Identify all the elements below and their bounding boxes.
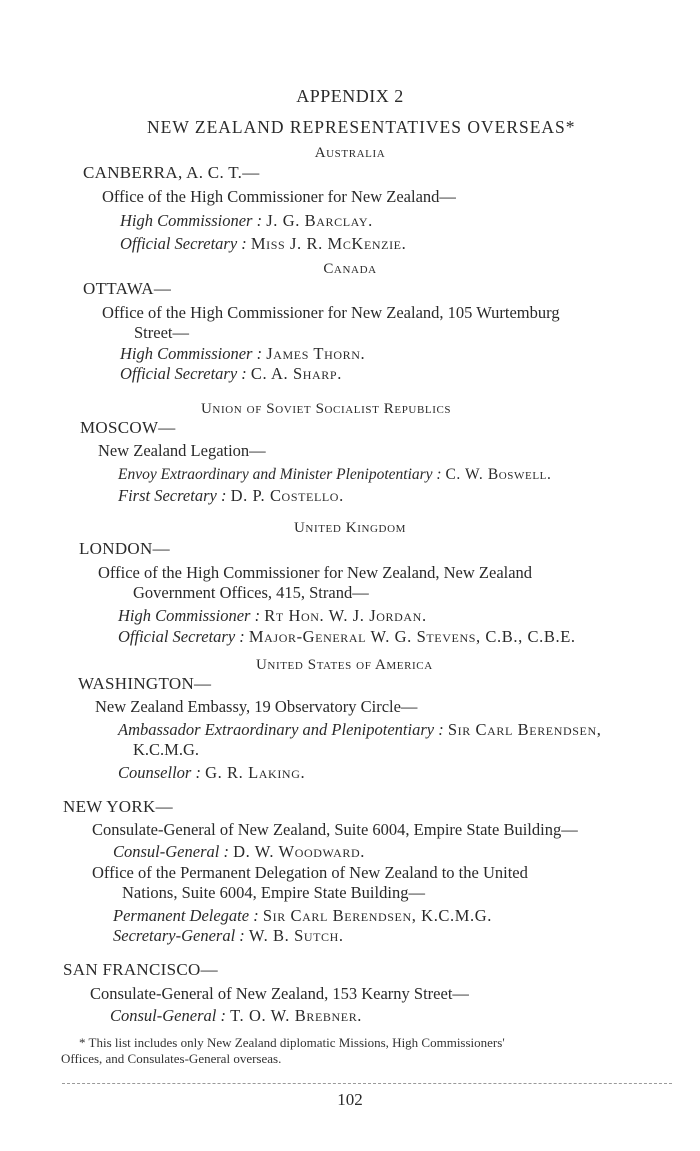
role-moscow-first-secretary [118, 486, 344, 506]
role-title: Official Secretary : [118, 627, 245, 646]
role-washington-ambassador [118, 720, 601, 740]
city-new-york: NEW YORK— [63, 797, 173, 816]
role-name: Rt Hon. W. J. Jordan. [264, 606, 427, 625]
role-name: G. R. Laking. [205, 763, 306, 782]
office-ottawa-line2: Street— [134, 323, 189, 342]
role-ottawa-high-commissioner [120, 344, 365, 364]
role-ottawa-official-secretary [120, 364, 342, 384]
role-title: Consul-General : [110, 1006, 226, 1025]
role-title: Envoy Extraordinary and Minister Plenipotentiary : [118, 466, 442, 483]
role-title: High Commissioner : [120, 344, 263, 363]
office-london-line1: Office of the High Commissioner for New Zealand, New Zealand [98, 563, 533, 582]
role-san-francisco-consul-general [110, 1006, 362, 1026]
role-name: W. B. Sutch. [248, 926, 344, 945]
main-heading: NEW ZEALAND REPRESENTATIVES OVERSEAS* [147, 117, 576, 137]
role-new-york-consul-general [113, 842, 365, 862]
footnote-divider [62, 1083, 672, 1084]
city-washington: WASHINGTON— [78, 674, 212, 693]
office-london-line2: Government Offices, 415, Strand— [133, 583, 369, 602]
role-title: High Commissioner : [120, 211, 263, 230]
office-washington: New Zealand Embassy, 19 Observatory Circle— [95, 697, 418, 716]
city-san-francisco: SAN FRANCISCO— [63, 960, 218, 979]
page-number: 102 [337, 1090, 363, 1109]
role-name: D. P. Costello. [230, 486, 344, 505]
role-washington-counsellor [118, 763, 305, 783]
role-permanent-delegate [113, 906, 492, 926]
country-heading-usa: United States of America [256, 657, 433, 673]
role-title: Counsellor : [118, 763, 201, 782]
role-name: T. O. W. Brebner. [230, 1006, 363, 1025]
delegation-line2: Nations, Suite 6004, Empire State Building— [122, 883, 425, 902]
role-london-official-secretary [118, 627, 576, 647]
role-title: Secretary-General : [113, 926, 245, 945]
role-name: D. W. Woodward. [233, 842, 365, 861]
role-title: Official Secretary : [120, 234, 247, 253]
consulate-new-york: Consulate-General of New Zealand, Suite 6004, Empire State Building— [92, 820, 578, 839]
city-london: LONDON— [79, 539, 170, 558]
delegation-line1: Office of the Permanent Delegation of New Zealand to the United [92, 863, 528, 882]
office-canberra: Office of the High Commissioner for New Zealand— [102, 187, 456, 206]
role-moscow-envoy [118, 465, 551, 485]
role-name: Sir Carl Berendsen, [447, 720, 602, 739]
role-name: Major-General W. G. Stevens, C.B., C.B.E. [248, 627, 576, 646]
role-title: First Secretary : [118, 486, 227, 505]
footnote-line2: Offices, and Consulates-General overseas. [61, 1051, 282, 1066]
role-title: Ambassador Extraordinary and Plenipotentiary : [118, 720, 444, 739]
role-name: James Thorn. [266, 344, 366, 363]
office-ottawa-line1: Office of the High Commissioner for New Zealand, 105 Wurtemburg [102, 303, 560, 322]
city-canberra: CANBERRA, A. C. T.— [83, 163, 260, 182]
role-london-high-commissioner [118, 606, 427, 626]
role-secretary-general [113, 926, 344, 946]
footnote-line1: * This list includes only New Zealand diplomatic Missions, High Commissioners' [79, 1035, 505, 1050]
role-name: J. G. Barclay. [266, 211, 373, 230]
role-name: C. A. Sharp. [250, 364, 342, 383]
role-name: Sir Carl Berendsen, K.C.M.G. [262, 906, 492, 925]
city-ottawa: OTTAWA— [83, 279, 172, 298]
role-canberra-official-secretary [120, 234, 406, 254]
role-name: C. W. Boswell. [445, 466, 552, 483]
role-name: Miss J. R. McKenzie. [250, 234, 407, 253]
country-heading-uk: United Kingdom [293, 520, 407, 536]
role-washington-ambassador-cont: K.C.M.G. [133, 740, 200, 759]
role-title: High Commissioner : [118, 606, 261, 625]
role-title: Consul-General : [113, 842, 229, 861]
appendix-title: APPENDIX 2 [296, 86, 404, 106]
country-heading-ussr: Union of Soviet Socialist Republics [201, 401, 452, 417]
role-title: Permanent Delegate : [113, 906, 259, 925]
role-canberra-high-commissioner [120, 211, 373, 231]
city-moscow: MOSCOW— [80, 418, 176, 437]
role-title: Official Secretary : [120, 364, 247, 383]
country-heading-canada: Canada [323, 261, 377, 277]
country-heading-australia: Australia [314, 145, 386, 161]
consulate-san-francisco: Consulate-General of New Zealand, 153 Kearny Street— [90, 984, 469, 1003]
office-moscow: New Zealand Legation— [98, 441, 266, 460]
